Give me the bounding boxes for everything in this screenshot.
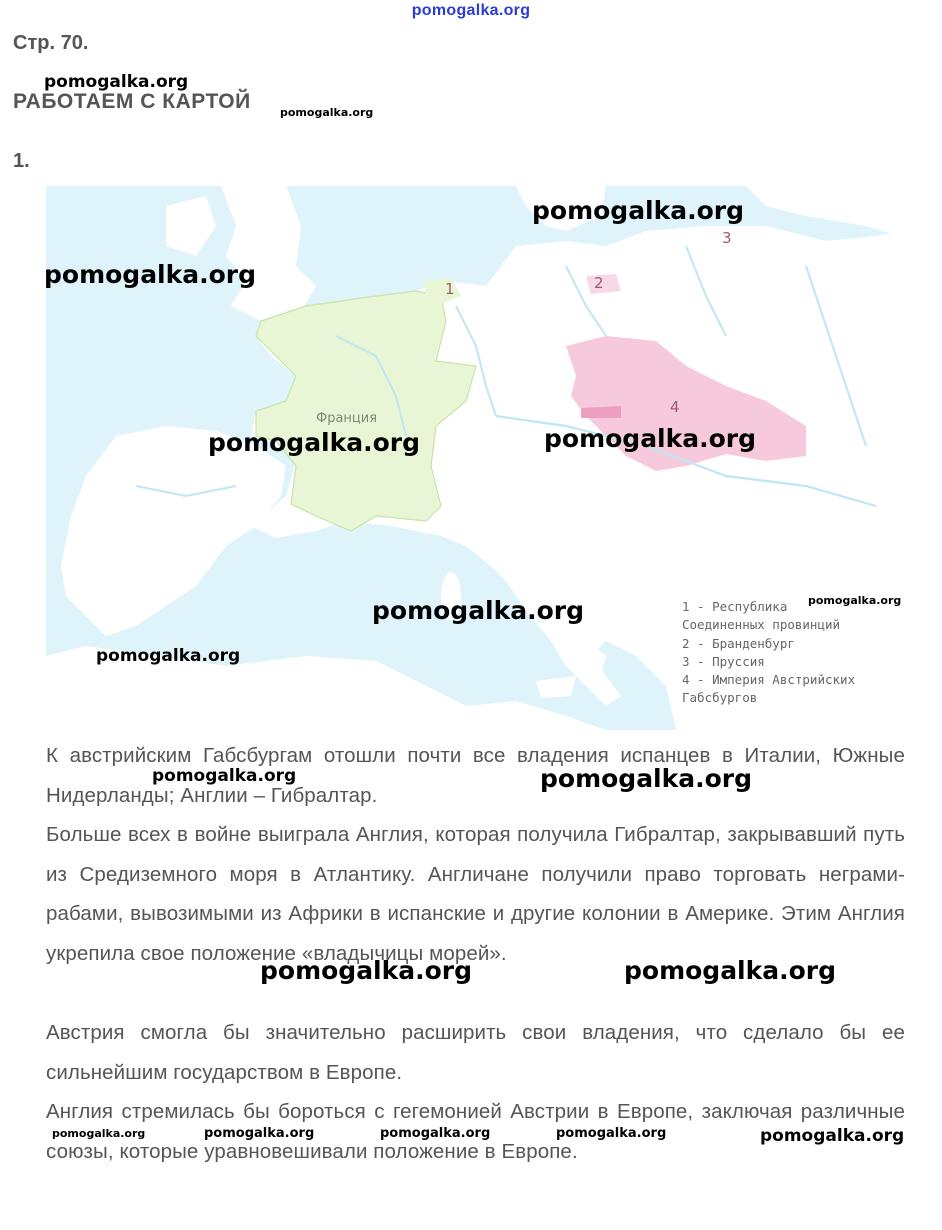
legend-line: 2 - Бранденбург	[682, 635, 795, 651]
map-legend	[676, 592, 908, 728]
paragraph-3: Австрия смогла бы значительно расширить свои владения, что сделало бы ее сильнейшим государством в Европе.	[46, 1021, 905, 1084]
region-number-1: 1	[445, 280, 455, 298]
watermark: pomogalka.org	[372, 596, 585, 625]
watermark: pomogalka.org	[544, 424, 757, 453]
watermark: pomogalka.org	[260, 956, 473, 985]
france-label: Франция	[316, 411, 378, 426]
watermark: pomogalka.org	[532, 196, 745, 225]
watermark: pomogalka.org	[204, 1126, 315, 1141]
legend-line: 3 - Пруссия	[682, 653, 765, 669]
watermark: pomogalka.org	[540, 764, 753, 793]
region-4-austria-detail	[581, 406, 621, 418]
watermark: pomogalka.org	[624, 956, 837, 985]
legend-line: Габсбургов	[682, 690, 758, 706]
watermark: pomogalka.org	[96, 646, 241, 666]
watermark: pomogalka.org	[52, 1127, 146, 1140]
paragraph-2: Больше всех в войне выиграла Англия, которая получила Гибралтар, закрывавший путь из Средиземного моря в Атлантику. Англичане получили право торговать неграми-рабами, вывозимыми из Африки в испанские и другие колонии в Америке. Этим Англия укрепила свое положение «владычицы морей».	[46, 823, 905, 965]
watermark: pomogalka.org	[208, 428, 421, 457]
watermark: pomogalka.org	[280, 106, 374, 119]
task-number: 1.	[13, 150, 30, 172]
page-label: Стр. 70.	[13, 32, 89, 54]
watermark: pomogalka.org	[380, 1126, 491, 1141]
watermark: pomogalka.org	[760, 1126, 905, 1146]
legend-line: 1 - Республика	[682, 599, 788, 614]
paragraph-4: Англия стремилась бы бороться с гегемонией Австрии в Европе, заключая различные союзы, которые уравновешивали положение в Европе.	[46, 1100, 905, 1163]
watermark: pomogalka.org	[808, 594, 902, 607]
section-title: РАБОТАЕМ С КАРТОЙ	[13, 90, 251, 113]
region-number-4: 4	[670, 398, 680, 416]
paragraph-1: К австрийским Габсбургам отошли почти все владения испанцев в Италии, Южные Нидерланды; Англии – Гибралтар.	[46, 744, 905, 807]
region-number-2: 2	[594, 274, 604, 292]
region-number-3: 3	[722, 229, 732, 247]
legend-line: Соединенных провинций	[682, 617, 841, 633]
legend-line: 4 - Империя Австрийских	[682, 672, 856, 688]
watermark: pomogalka.org	[44, 72, 189, 92]
watermark: pomogalka.org	[556, 1126, 667, 1141]
top-site-watermark: pomogalka.org	[411, 2, 531, 19]
watermark: pomogalka.org	[44, 260, 257, 289]
watermark: pomogalka.org	[152, 766, 297, 786]
